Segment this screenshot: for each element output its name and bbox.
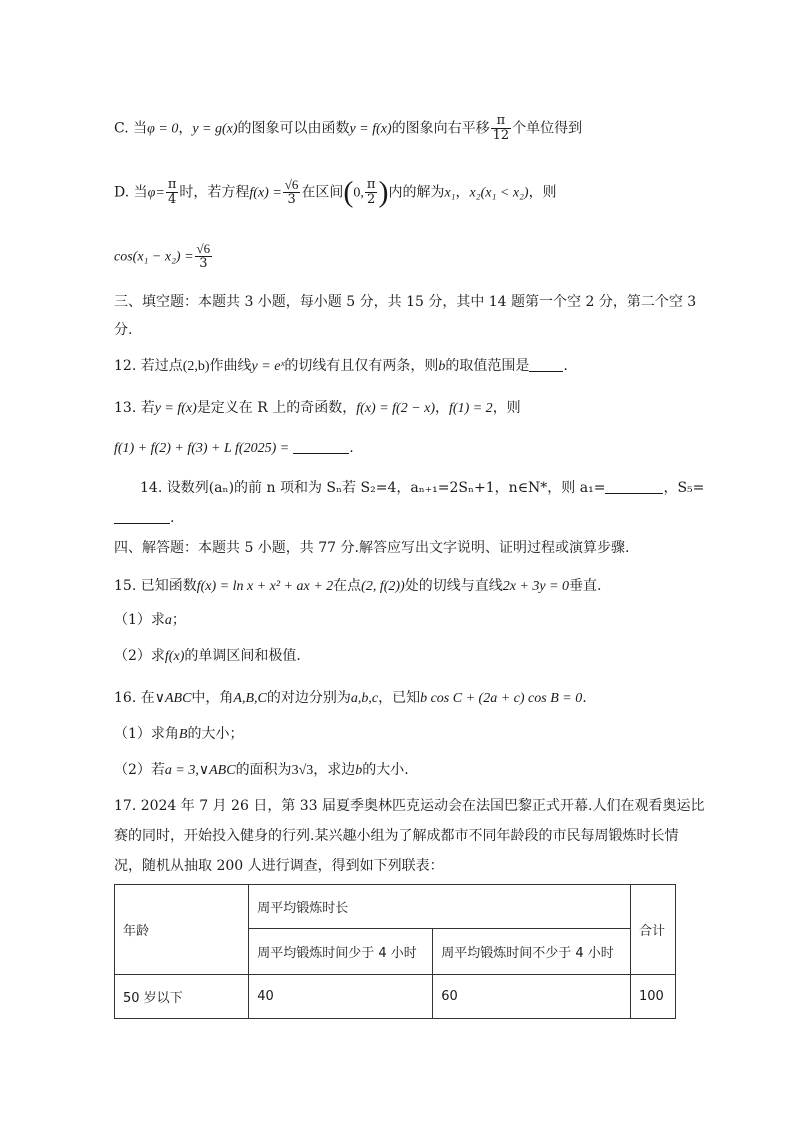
answer-blank (293, 439, 349, 454)
question-15-part1: （1）求a； (114, 612, 186, 628)
question-13: 13. 若y = f(x)是定义在 R 上的奇函数，f(x) = f(2 − x)，f(1) = 2，则 (114, 400, 521, 416)
question-15: 15. 已知函数f(x) = ln x + x² + ax + 2在点(2, f(2))处的切线与直线2x + 3y = 0垂直. (114, 578, 602, 594)
contingency-table (114, 884, 676, 1019)
fraction-pi-12: $\frac{\pi}{12}$ (492, 113, 510, 143)
fraction-sqrt6-3: $\frac{√6}{3}$ (284, 177, 299, 207)
option-d: D. 当φ= $\frac{\pi}{4}$ 时，若方程f(x) = $\frac{√6}{3}$ 在区间(0, $\frac{\pi}{2}$ )内的解为x₁，x₂(x₁ < x₂)，则 (114, 175, 557, 209)
question-17-line3: 况，随机从抽取 200 人进行调查，得到如下列联表： (114, 858, 444, 874)
option-c: C. 当φ = 0，y = g(x)的图象可以由函数y = f(x)的图象向右平移 $\frac{\pi}{12}$ 个单位得到 (114, 113, 583, 143)
question-12: 12. 若过点(2,b)作曲线y = eˣ的切线有且仅有两条，则b的取值范围是 . (114, 358, 568, 374)
question-13-cont: f(1) + f(2) + f(3) + L f(2025) = . (114, 440, 354, 456)
header-weekly: 周平均锻炼时长 (249, 885, 631, 929)
section3-heading-cont: 分. (114, 322, 133, 338)
fraction-pi-4: $\frac{\pi}{4}$ (167, 177, 177, 207)
question-16-part2: （2）若a = 3,∨ABC的面积为3√3，求边b的大小. (114, 762, 409, 778)
question-17-line1: 17. 2024 年 7 月 26 日，第 33 届夏季奥林匹克运动会在法国巴黎正式开幕.人们在观看奥运比 (114, 798, 705, 814)
answer-blank (529, 357, 563, 372)
header-less-than-4h: 周平均锻炼时间少于 4 小时 (249, 929, 433, 975)
header-not-less-than-4h: 周平均锻炼时间不少于 4 小时 (433, 929, 631, 975)
cell-not-less: 60 (433, 975, 631, 1019)
fraction-sqrt6-3-b: $\frac{√6}{3}$ (196, 241, 211, 271)
question-14: 14. 设数列(aₙ)的前 n 项和为 Sₙ若 S₂=4，aₙ₊₁=2Sₙ+1，n∈N*，则 a₁= ，S₅= (140, 480, 705, 496)
answer-blank (114, 509, 170, 524)
cell-age: 50 岁以下 (115, 975, 249, 1019)
table-row (115, 975, 676, 1019)
question-16: 16. 在∨ABC中，角A,B,C的对边分别为a,b,c，已知b cos C + (2a + c) cos B = 0. (114, 690, 587, 706)
answer-blank (605, 479, 663, 494)
question-17-line2: 赛的同时，开始投入健身的行列.某兴趣小组为了解成都市不同年龄段的市民每周锻炼时长情 (114, 828, 679, 844)
cell-less: 40 (249, 975, 433, 1019)
cell-total: 100 (631, 975, 676, 1019)
question-14-cont: . (114, 508, 680, 528)
option-d-cont: cos(x₁ − x₂) = $\frac{√6}{3}$ (114, 241, 211, 271)
header-age: 年龄 (115, 885, 249, 975)
section3-heading: 三、填空题：本题共 3 小题，每小题 5 分，共 15 分，其中 14 题第一个空 2 分，第二个空 3 (114, 294, 697, 310)
header-total: 合计 (631, 885, 676, 975)
fraction-pi-2: $\frac{\pi}{2}$ (366, 177, 376, 207)
section4-heading: 四、解答题：本题共 5 小题，共 77 分.解答应写出文字说明、证明过程或演算步骤. (114, 540, 630, 556)
question-16-part1: （1）求角B的大小； (114, 726, 244, 742)
question-15-part2: （2）求f(x)的单调区间和极值. (114, 648, 301, 664)
